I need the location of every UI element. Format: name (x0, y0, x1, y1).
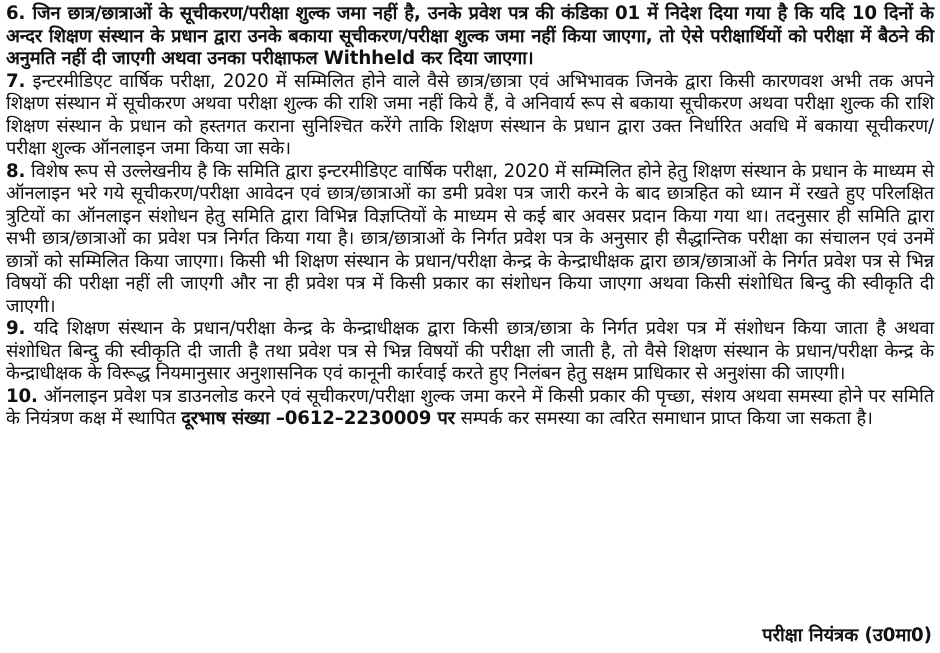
paragraph-text-end: सम्पर्क कर समस्या का त्वरित समाधान प्राप्त किया जा सकता है। (460, 408, 873, 429)
paragraph-10 (6, 386, 934, 431)
paragraph-number: 8. (6, 160, 26, 182)
paragraph-number: 9. (6, 318, 26, 339)
helpline-phone: दूरभाष संख्या –0612–2230009 पर (181, 408, 455, 429)
paragraph-number: 10. (6, 385, 38, 407)
paragraph-text: विशेष रूप से उल्लेखनीय है कि समिति द्वारा इन्टरमीडिएट वार्षिक परीक्षा, 2020 में सम्मिलित होने हेतु शिक्षण संस्थान के प्रधान के माध्यम से ऑनलाइन भरे गये सूचीकरण/परीक्षा आवेदन एवं छात्र/छात्राओं का डमी प्रवेश पत्र जारी करने के बाद छात्रहित को ध्यान में रखते हुए परिलक्षित त्रुटियों का ऑनलाइन संशोधन हेतु समिति द्वारा विभिन्न विज्ञप्तियों के माध्यम से कई बार अवसर प्रदान किया गया था। तदनुसार ही समिति द्वारा सभी छात्र/छात्राओं का प्रवेश पत्र निर्गत किया गया है। छात्र/छात्राओं के निर्गत प्रवेश पत्र के अनुसार ही सैद्धान्तिक परीक्षा का संचालन एवं उनमें छात्रों को सम्मिलित किया जाएगा। किसी भी शिक्षण संस्थान के प्रधान/परीक्षा केन्द्र के केन्द्राधीक्षक द्वारा छात्र/छात्राओं के निर्गत प्रवेश पत्र से भिन्न विषयों की परीक्षा नहीं ली जाएगी और ना ही प्रवेश पत्र में किसी प्रकार का संशोधन किया जाएगा अथवा किसी संशोधित बिन्दु की स्वीकृति दी जाएगी। (6, 160, 934, 317)
paragraph-text: यदि शिक्षण संस्थान के प्रधान/परीक्षा केन्द्र के केन्द्राधीक्षक द्वारा किसी छात्र/छात्रा के निर्गत प्रवेश पत्र में संशोधन किया जाता है अथवा संशोधित बिन्दु की स्वीकृति दी जाती है तथा प्रवेश पत्र से भिन्न विषयों की परीक्षा ली जाती है, तो वैसे शिक्षण संस्थान के प्रधान/परीक्षा केन्द्र के केन्द्राधीक्षक के विरूद्ध नियमानुसार अनुशासनिक एवं कानूनी कार्रवाई करते हुए निलंबन हेतु सक्षम प्राधिकार से अनुशंसा की जाएगी। (6, 318, 934, 384)
paragraph-number: 7. (6, 70, 26, 92)
paragraph-8 (6, 161, 934, 319)
paragraph-number: 6. (6, 3, 26, 24)
paragraph-7 (6, 71, 934, 161)
signature-controller: परीक्षा नियंत्रक (उ0मा0) (754, 625, 932, 648)
paragraph-6 (6, 3, 934, 71)
paragraph-9 (6, 318, 934, 386)
paragraph-text: इन्टरमीडिएट वार्षिक परीक्षा, 2020 में सम्मिलित होने वाले वैसे छात्र/छात्रा एवं अभिभावक जिनके द्वारा किसी कारणवश अभी तक अपने शिक्षण संस्थान में सूचीकरण अथवा परीक्षा शुल्क की राशि जमा नहीं किये हैं, वे अनिवार्य रूप से बकाया सूचीकरण अथवा परीक्षा शुल्क की राशि शिक्षण संस्थान के प्रधान को हस्तगत कराना सुनिश्चित करेंगे ताकि शिक्षण संस्थान के प्रधान द्वारा उक्त निर्धारित अवधि में बकाया सूचीकरण/परीक्षा शुल्क ऑनलाइन जमा किया जा सके। (6, 70, 934, 159)
paragraph-text: ऑनलाइन प्रवेश पत्र डाउनलोड करने एवं सूचीकरण/परीक्षा शुल्क जमा करने में किसी प्रकार की पृच्छा, संशय अथवा समस्या होने पर समिति के नियंत्रण कक्ष में स्थापित (6, 385, 934, 429)
paragraph-text: जिन छात्र/छात्राओं के सूचीकरण/परीक्षा शुल्क जमा नहीं है, उनके प्रवेश पत्र की कंडिका 01 में निदेश दिया गया है कि यदि 10 दिनों के अन्दर शिक्षण संस्थान के प्रधान द्वारा उनके बकाया सूचीकरण/परीक्षा शुल्क जमा नहीं किया जाएगा, तो ऐसे परीक्षार्थियों को परीक्षा में बैठने की अनुमति नहीं दी जाएगी अथवा उनका परीक्षाफल Withheld कर दिया जाएगा। (6, 3, 934, 69)
